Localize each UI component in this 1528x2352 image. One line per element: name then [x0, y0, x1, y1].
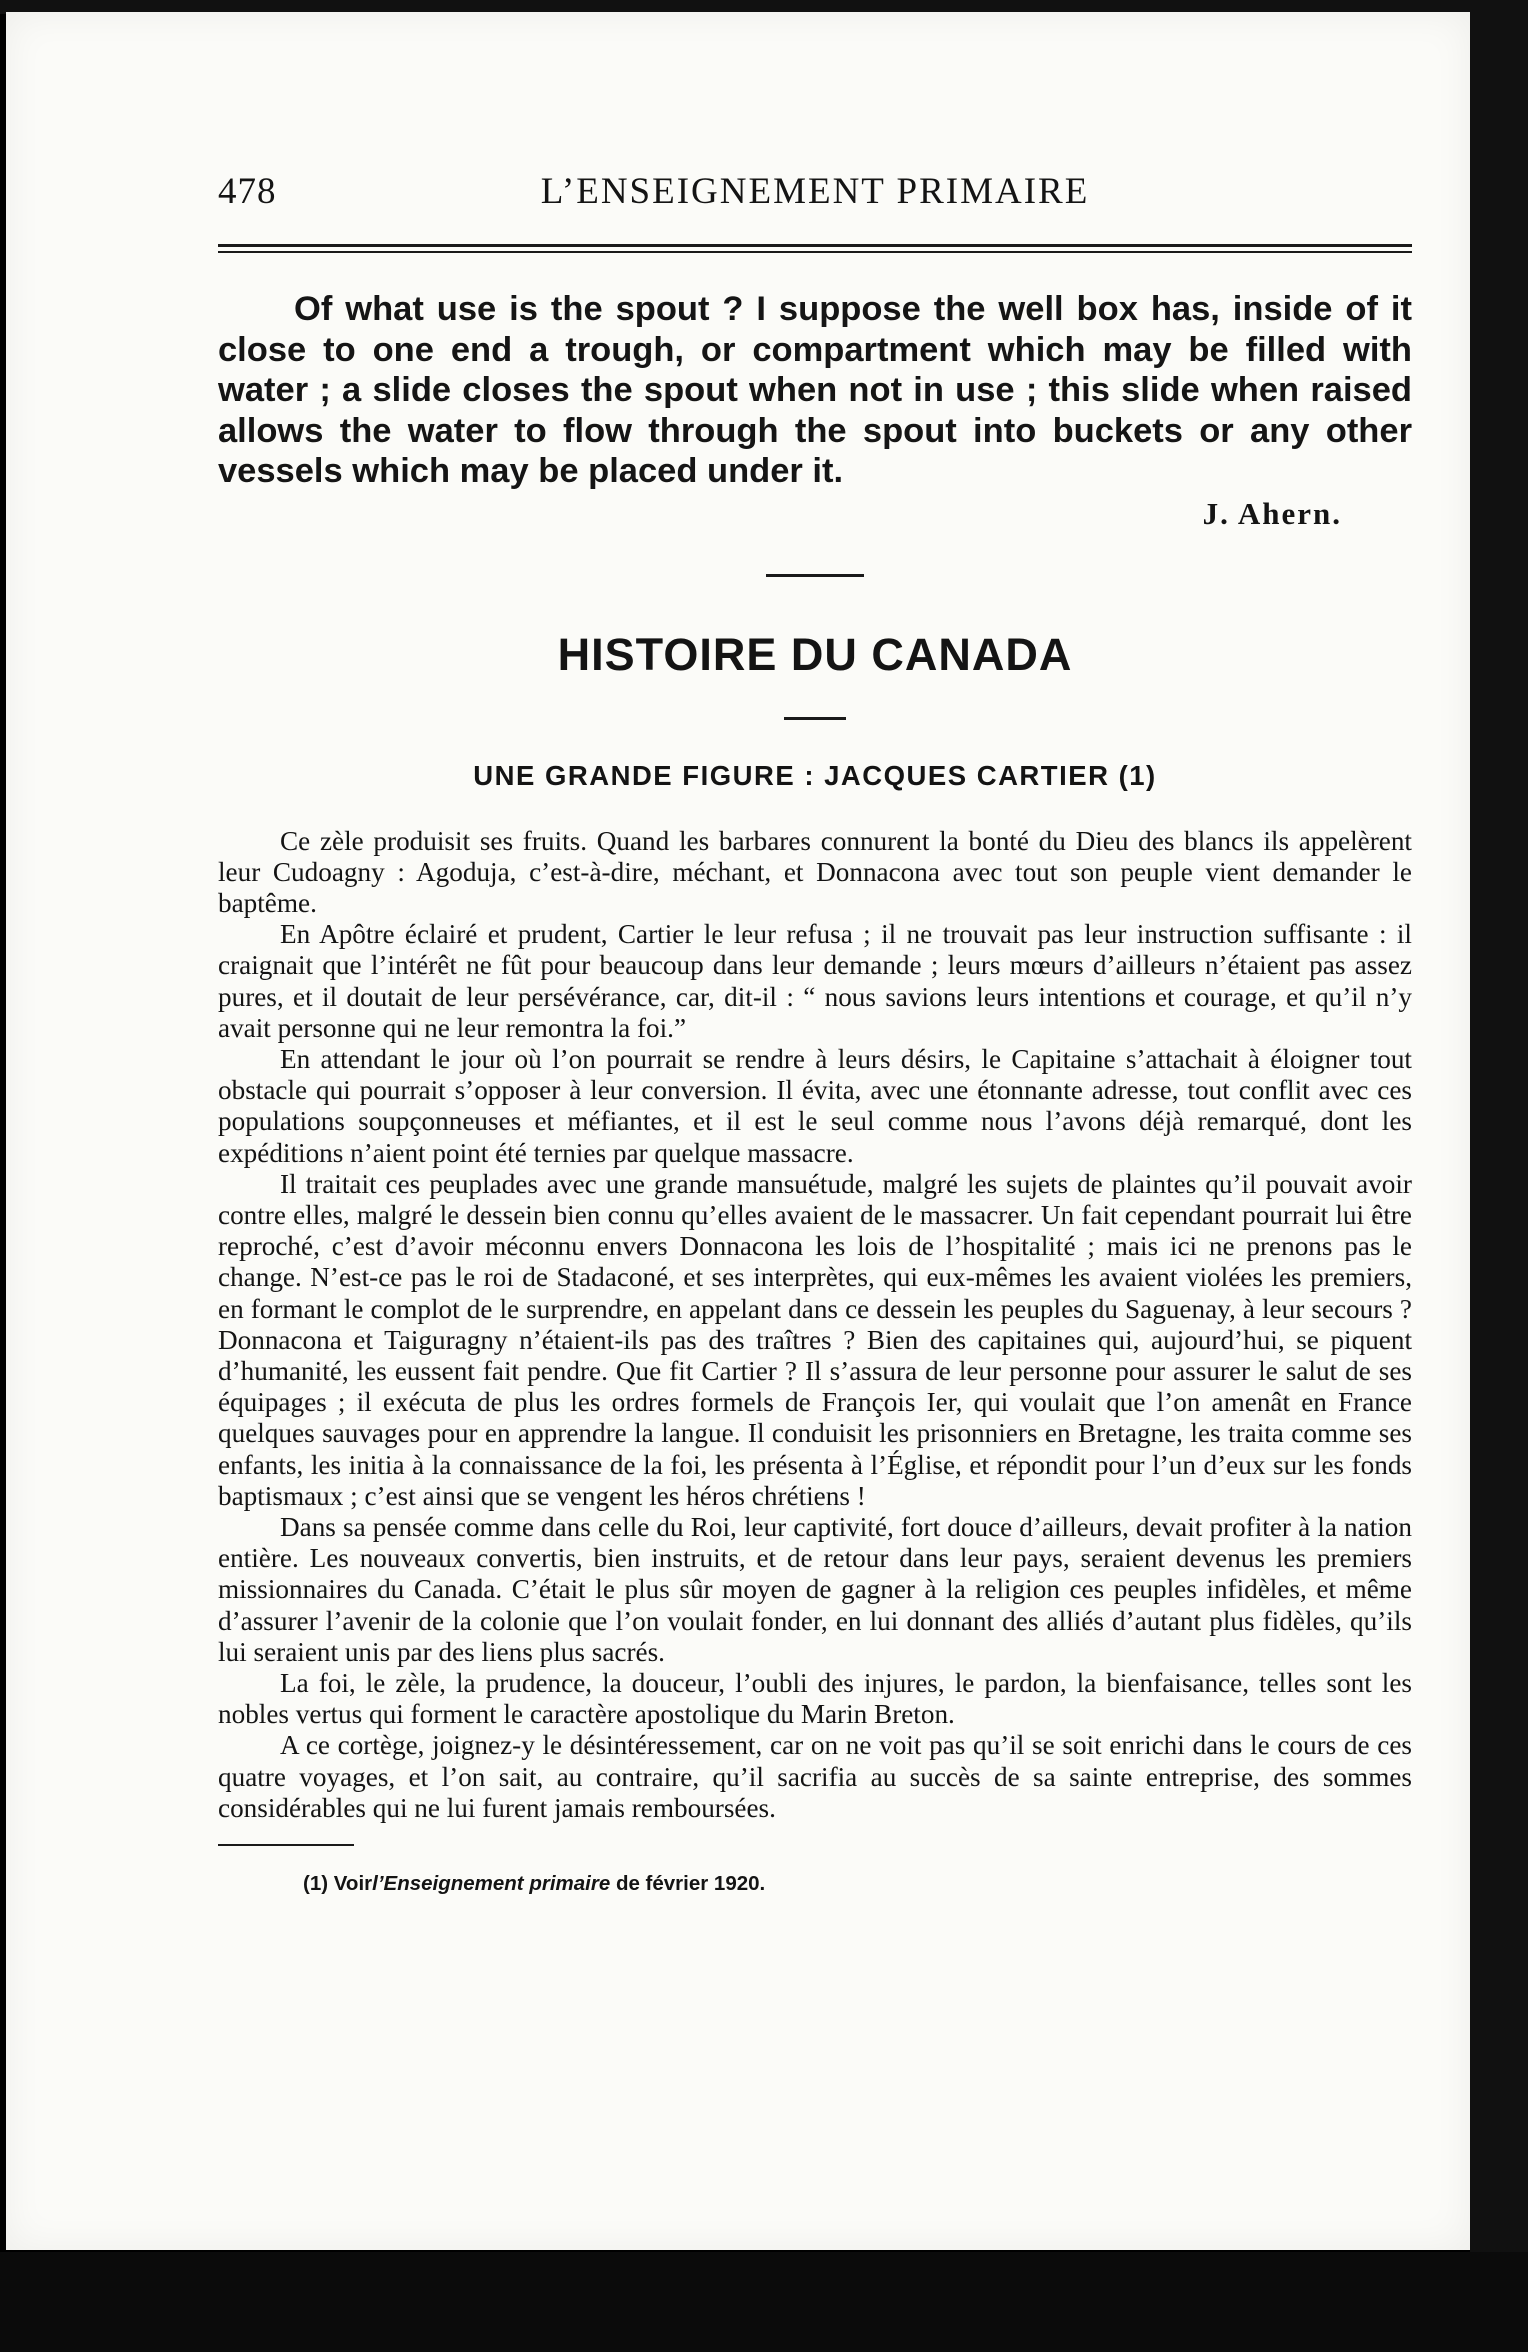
header-double-rule — [218, 244, 1412, 253]
article-title — [218, 760, 1412, 792]
section-title: HISTOIRE DU CANADA — [557, 628, 1073, 680]
article-title-text: UNE GRANDE FIGURE : JACQUES CARTIER — [473, 759, 1110, 791]
footnote-marker: (1) — [303, 1872, 329, 1895]
page-number: 478 — [218, 171, 277, 212]
paragraph: Dans sa pensée comme dans celle du Roi, leur captivité, fort douce d’ailleurs, devait profiter à la nation entière. Les nouveaux convertis, bien instruits, et de retour dans leur pays, seraient devenus les premiers missionnaires du Canada. C’était le plus sûr moyen de gagner à la religion ces peuples infidèles, et même d’assurer l’avenir de la colonie que l’on voulait fonder, en lui donnant des alliés d’autant plus fidèles, qu’ils lui seraient unis par des liens plus sacrés. — [218, 1511, 1412, 1667]
footnote-prefix: Voir — [333, 1872, 373, 1895]
scanned-page — [6, 12, 1470, 2250]
author-signature: J. Ahern. — [1202, 495, 1342, 531]
section-divider — [766, 574, 864, 577]
footnote — [218, 1872, 1412, 1896]
paragraph: Il traitait ces peuplades avec une grande mansuétude, malgré les sujets de plaintes qu’il pouvait avoir contre elles, malgré le dessein bien connu qu’elles avaient de le massacrer. Un fait cependant pourrait lui être reproché, c’est d’avoir méconnu envers Donnacona les lois de l’hospitalité ; mais ici ne prenons pas le change. N’est-ce pas le roi de Stadaconé, et ses interprètes, qui eux-mêmes les avaient violées les premiers, en formant le complot de le surprendre, en appelant dans ce dessein les peuples du Saguenay, à leur secours ? Donnacona et Taiguragny n’étaient-ils pas des traîtres ? Bien des capitaines qui, aujourd’hui, se piquent d’humanité, les eussent fait pendre. Que fit Cartier ? Il s’assura de leur personne pour assurer le salut de ses équipages ; il exécuta de plus les ordres formels de François Ier, qui voulait que l’on amenât en France quelques sauvages pour en apprendre la langue. Il conduisit les prisonniers en Bretagne, les traita comme ses enfants, les initia à la connaissance de la foi, les présenta à l’Église, et répondit pour l’un d’eux sur les fonds baptismaux ; c’est ainsi que se vengent les héros chrétiens ! — [218, 1168, 1412, 1511]
paragraph: A ce cortège, joignez-y le désintéressement, car on ne voit pas qu’il se soit enrichi dans le cours de ces quatre voyages, et l’on sait, au contraire, qu’il sacrifia au succès de sa sainte entreprise, des sommes considérables qui ne lui furent jamais remboursées. — [218, 1730, 1412, 1823]
paragraph: En Apôtre éclairé et prudent, Cartier le leur refusa ; il ne trouvait pas leur instruction suffisante : il craignait que l’intérêt ne fût pour beaucoup dans leur demande ; leurs mœurs d’ailleurs n’étaient pas assez pures, et il doutait de leur persévérance, car, dit-il : “ nous savions leurs intentions et courage, et qu’il n’y avait personne qui ne leur remontra la foi.” — [218, 919, 1412, 1043]
journal-title: L’ENSEIGNEMENT PRIMAIRE — [540, 171, 1090, 212]
footnote-reference: (1) — [1118, 759, 1157, 791]
paragraph: Ce zèle produisit ses fruits. Quand les barbares connurent la bonté du Dieu des blancs ils appelèrent leur Cudoagny : Agoduja, c’est-à-dire, méchant, et Donnacona avec tout son peuple vient demander le baptême. — [218, 825, 1412, 918]
scan-border-bottom — [0, 2252, 1528, 2352]
footnote-rule — [218, 1844, 354, 1846]
previous-article-text: Of what use is the spout ? I suppose the well box has, inside of it close to one end a trough, or compartment which may be filled with water ; a slide closes the spout when not in use ; this slide when raised allows the water to flow through the spout into buckets or any other vessels which may be placed under it. — [218, 290, 1412, 490]
page-content — [218, 162, 1412, 1896]
scan-border-right — [1470, 0, 1528, 2352]
paragraph: En attendant le jour où l’on pourrait se rendre à leurs désirs, le Capitaine s’attachait à éloigner tout obstacle qui pourrait s’opposer à leur conversion. Il évita, avec une étonnante adresse, tout conflit avec ces populations soupçonneuses et méfiantes, et il est le seul comme nous l’avons déjà remarqué, dont les expéditions n’aient point été ternies par quelque massacre. — [218, 1043, 1412, 1168]
title-divider — [784, 717, 846, 720]
article-body — [218, 826, 1412, 1825]
footnote-suffix: de février 1920. — [615, 1872, 766, 1895]
paragraph: La foi, le zèle, la prudence, la douceur, l’oubli des injures, le pardon, la bienfaisance, telles sont les nobles vertus qui forment le caractère apostolique du Marin Breton. — [218, 1667, 1412, 1730]
footnote-journal: l’Enseignement primaire — [372, 1872, 611, 1895]
running-head — [218, 162, 1412, 222]
